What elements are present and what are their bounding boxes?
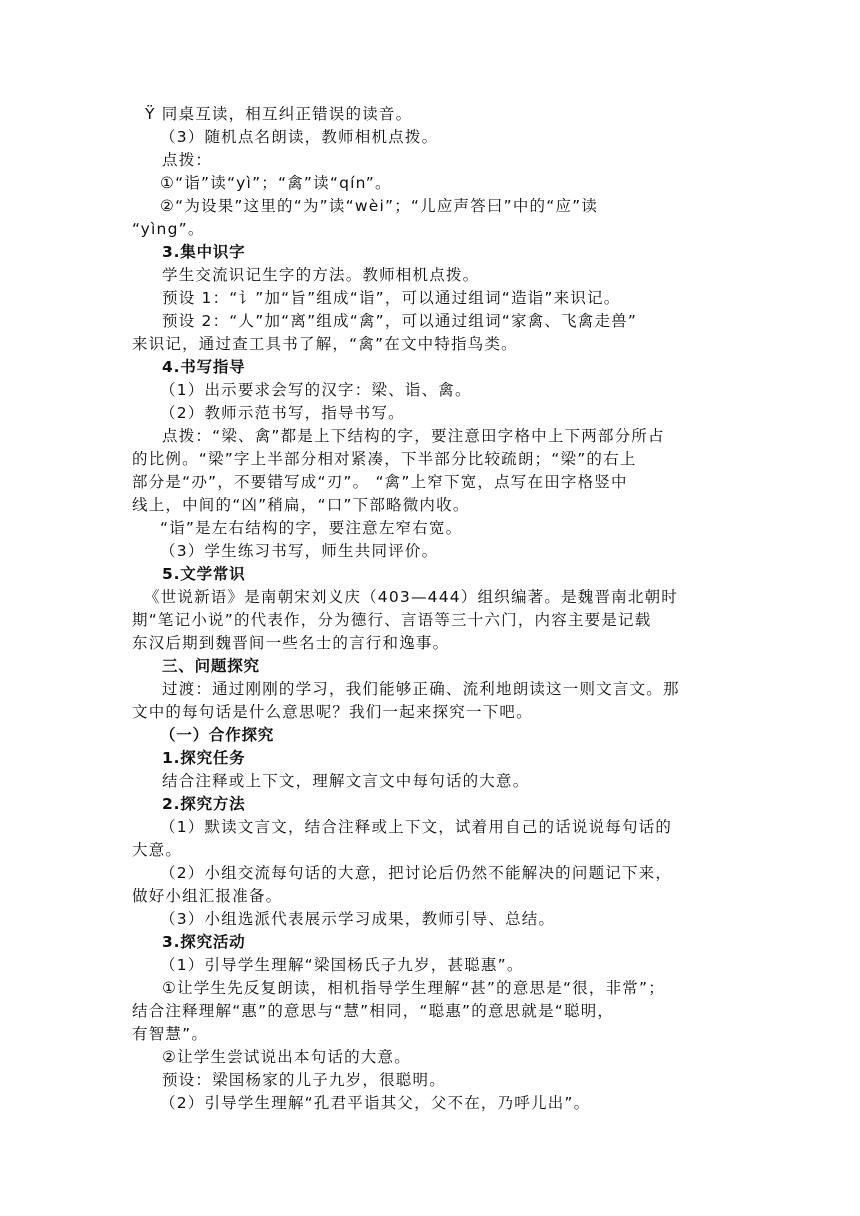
text-line: （1）默读文言文，结合注释或上下文，试着用自己的话说说每句话的 <box>160 818 673 836</box>
text-line: ②“为设果”这里的“为”读“wèi”；“儿应声答曰”中的“应”读 <box>160 197 599 215</box>
text-line: （2）引导学生理解“孔君平诣其父，父不在，乃呼儿出”。 <box>160 1094 591 1112</box>
text-line: 过渡：通过刚刚的学习，我们能够正确、流利地朗读这一则文言文。那 <box>162 680 680 698</box>
text-line: （1）出示要求会写的汉字：梁、诣、禽。 <box>160 381 472 399</box>
text-line: 来识记，通过查工具书了解，“禽”在文中特指鸟类。 <box>132 335 518 353</box>
text-line: 东汉后期到魏晋间一些名士的言行和逸事。 <box>132 634 450 652</box>
text-line: 部分是“刅”，不要错写成“刃”。 “禽”上窄下宽，点写在田字格竖中 <box>132 473 628 491</box>
section-heading: 1.探究任务 <box>162 749 246 767</box>
section-heading: 4.书写指导 <box>162 358 246 376</box>
section-heading: 2.探究方法 <box>162 795 246 813</box>
text-line: 结合注释理解“惠”的意思与“慧”相同，“聪惠”的意思就是“聪明， <box>132 1002 615 1020</box>
text-line: （3）小组选派代表展示学习成果，教师引导、总结。 <box>160 910 556 928</box>
text-line: （2）教师示范书写，指导书写。 <box>160 404 405 422</box>
text-line: 学生交流识记生字的方法。教师相机点拨。 <box>162 266 480 284</box>
text-line: 《世说新语》是南朝宋刘义庆（403—444）组织编著。是魏晋南北朝时 <box>144 588 678 606</box>
section-heading: 5.文学常识 <box>162 565 246 583</box>
text-line: 期“笔记小说”的代表作，分为德行、言语等三十六门，内容主要是记载 <box>132 611 652 629</box>
text-line: “yìng”。 <box>132 220 205 238</box>
text-line: （3）随机点名朗读，教师相机点拨。 <box>160 128 439 146</box>
section-heading: 3.集中识字 <box>162 243 246 261</box>
section-heading: （一）合作探究 <box>160 726 275 744</box>
text-line: ②让学生尝试说出本句话的大意。 <box>162 1048 411 1066</box>
text-line: “诣”是左右结构的字，要注意左窄右宽。 <box>160 519 463 537</box>
text-line: 有智慧”。 <box>132 1025 209 1043</box>
section-heading: 三、问题探究 <box>162 657 260 675</box>
text-line: 点拨： <box>162 151 213 169</box>
text-line: 的比例。“梁”字上半部分相对紧凑，下半部分比较疏朗；“梁”的右上 <box>132 450 637 468</box>
text-line: （3）学生练习书写，师生共同评价。 <box>160 542 439 560</box>
text-line: 做好小组汇报准备。 <box>132 887 283 905</box>
text-line: 预设：梁国杨家的儿子九岁，很聪明。 <box>162 1071 446 1089</box>
text-line: 预设 2：“人”加“离”组成“禽”，可以通过组词“家禽、飞禽走兽” <box>162 312 638 330</box>
text-line: （2）小组交流每句话的大意，把讨论后仍然不能解决的问题记下来， <box>160 864 673 882</box>
text-line: 点拨：“梁、禽”都是上下结构的字，要注意田字格中上下两部分所占 <box>162 427 665 445</box>
text-line: ①“诣”读“yì”；“禽”读“qín”。 <box>160 174 392 192</box>
text-line: 线上，中间的“凶”稍扁，“口”下部略微内收。 <box>132 496 470 514</box>
text-line: 文中的每句话是什么意思呢？我们一起来探究一下吧。 <box>132 703 533 721</box>
text-line: （1）引导学生理解“梁国杨氏子九岁，甚聪惠”。 <box>160 956 524 974</box>
text-line: ①让学生先反复朗读，相机指导学生理解“甚”的意思是“很，非常”； <box>162 979 665 997</box>
text-line: 预设 1：“讠”加“旨”组成“诣”，可以通过组词“造诣”来识记。 <box>162 289 621 307</box>
text-line: 结合注释或上下文，理解文言文中每句话的大意。 <box>162 772 530 790</box>
text-line: 大意。 <box>132 841 183 859</box>
text-line: Ÿ 同桌互读，相互纠正错误的读音。 <box>145 105 413 123</box>
section-heading: 3.探究活动 <box>162 933 246 951</box>
